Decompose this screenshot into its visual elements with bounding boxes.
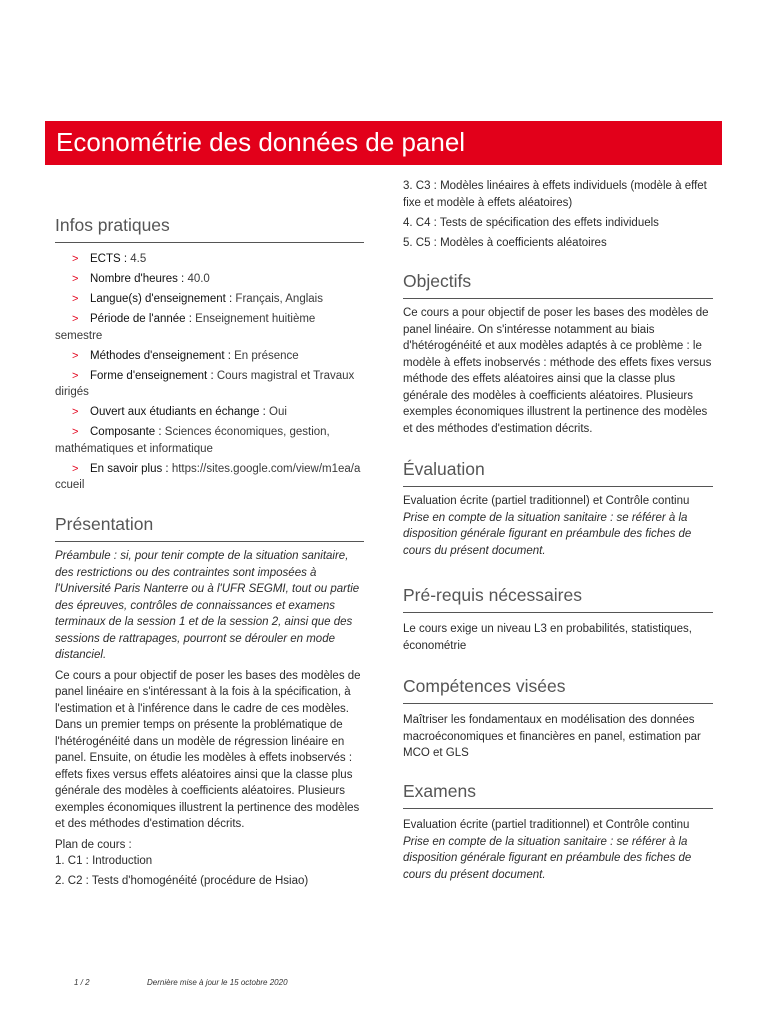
chevron-right-icon: >	[72, 293, 79, 305]
objectifs-heading: Objectifs	[403, 270, 713, 299]
infos-heading: Infos pratiques	[55, 214, 364, 243]
info-item-methodes: > Méthodes d'enseignement : En présence	[55, 348, 364, 365]
prerequis-heading: Pré-requis nécessaires	[403, 584, 713, 613]
examens-line: Evaluation écrite (partiel traditionnel) et Contrôle continu	[403, 819, 690, 831]
chevron-right-icon: >	[72, 349, 79, 362]
page-number: 1 / 2	[74, 978, 90, 987]
info-item-heures: > Nombre d'heures : 40.0	[55, 271, 364, 288]
last-updated: Dernière mise à jour le 15 octobre 2020	[147, 978, 288, 987]
plan-item: 2. C2 : Tests d'homogénéité (procédure de Hsiao)	[55, 875, 309, 887]
competences-heading: Compétences visées	[403, 675, 713, 704]
plan-item: 3. C3 : Modèles linéaires à effets individuels (modèle à effet fixe et modèle à effets aléatoires)	[403, 180, 707, 209]
objectifs-body: Ce cours a pour objectif de poser les bases des modèles de panel linéaire. On s'intéresse notamment au biais d'hétérogénéité et aux modèles adaptés à ce problème : le modèle à effets inobservés : méthode des effets fixes versus méthode des effets aléatoires ainsi que la classe plus générale des modèles à coefficients aléatoires. Plusieurs exemples économiques illustrent la pertinence des modèles et des méthodes d'estimation décrits.	[403, 307, 712, 435]
examens-heading: Examens	[403, 780, 713, 809]
title-banner	[45, 121, 722, 165]
chevron-right-icon: >	[72, 273, 79, 285]
chevron-right-icon: >	[72, 313, 79, 325]
plan-label: Plan de cours :	[55, 838, 132, 851]
plan-continued	[403, 178, 713, 255]
page-title: Econométrie des données de panel	[56, 127, 466, 157]
evaluation-heading: Évaluation	[403, 458, 713, 487]
objectifs-section	[403, 270, 713, 437]
presentation-body: Ce cours a pour objectif de poser les bases des modèles de panel linéaire en s'intéressant à la fois à la spécification, à l'estimation et à l'inférence dans le cadre de ces modèles. Dans un premier temps on présente la problématique de l'hétérogénéité dans un modèle de régression linéaire en panel. Ensuite, on étudie les modèles à effets inobservés : effets fixes versus effets aléatoires ainsi que la classe plus générale des modèles à coefficients aléatoires. Plusieurs exemples économiques illustrent la pertinence des modèles et des méthodes d'estimation décrits.	[55, 669, 361, 830]
chevron-right-icon: >	[72, 369, 79, 382]
infos-section	[55, 214, 364, 497]
plan-item: 1. C1 : Introduction	[55, 855, 153, 867]
info-link[interactable]: https://sites.google.com/view/m1ea/accueil	[55, 462, 361, 491]
chevron-right-icon: >	[72, 253, 79, 265]
evaluation-note: Prise en compte de la situation sanitaire : se référer à la disposition générale figurant en préambule des fiches de cours du présent document.	[403, 511, 692, 557]
info-item-forme: > Forme d'enseignement : Cours magistral et Travaux dirigés	[55, 369, 355, 398]
chevron-right-icon: >	[72, 426, 79, 438]
info-item-ects: > ECTS : 4.5	[55, 251, 364, 268]
evaluation-line: Evaluation écrite (partiel traditionnel) et Contrôle continu	[403, 495, 690, 507]
info-item-composante: > Composante : Sciences économiques, gestion, mathématiques et informatique	[55, 426, 330, 455]
competences-section	[403, 675, 713, 762]
presentation-preamble: Préambule : si, pour tenir compte de la situation sanitaire, des restrictions ou des contraintes sont imposées à l'Université Paris Nanterre ou à l'UFR SEGMI, tout ou partie des épreuves, contrôles de connaissances et examens terminaux de la session 1 et de la session 2, ainsi que des sessions de rattrapages, pourront se dérouler en mode distanciel.	[55, 550, 360, 661]
examens-note: Prise en compte de la situation sanitaire : se référer à la disposition générale figurant en préambule des fiches de cours du présent document.	[403, 835, 692, 881]
info-item-langues: > Langue(s) d'enseignement : Français, Anglais	[55, 291, 364, 308]
presentation-section	[55, 513, 364, 893]
info-item-en-savoir-plus[interactable]: > En savoir plus : https://sites.google.com/view/m1ea/accueil	[55, 462, 361, 491]
chevron-right-icon: >	[72, 462, 79, 475]
evaluation-section	[403, 458, 713, 559]
infos-list	[55, 251, 364, 494]
examens-section	[403, 780, 713, 883]
prerequis-body: Le cours exige un niveau L3 en probabilités, statistiques, économétrie	[403, 623, 692, 652]
info-item-periode: > Période de l'année : Enseignement huitième semestre	[55, 313, 316, 342]
presentation-heading: Présentation	[55, 513, 364, 542]
plan-item: 4. C4 : Tests de spécification des effets individuels	[403, 216, 659, 229]
prerequis-section	[403, 584, 713, 654]
competences-body: Maîtriser les fondamentaux en modélisation des données macroéconomiques et financières en panel, estimation par MCO et GLS	[403, 714, 701, 759]
info-item-echange: > Ouvert aux étudiants en échange : Oui	[55, 404, 364, 421]
chevron-right-icon: >	[72, 406, 79, 418]
plan-item: 5. C5 : Modèles à coefficients aléatoires	[403, 236, 607, 249]
